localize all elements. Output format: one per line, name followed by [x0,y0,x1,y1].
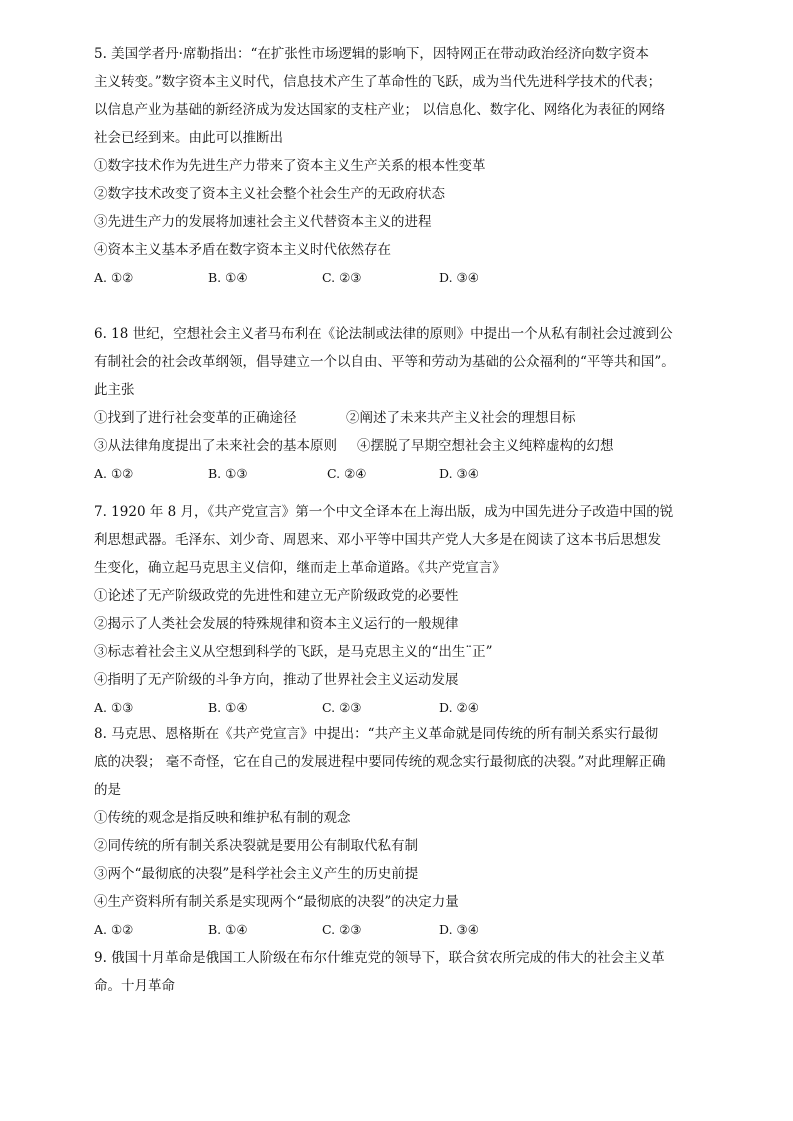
choice-d: D. ③④ [439,466,479,481]
statement-option-row [94,432,714,460]
question-stem-line: 命。十月革命 [94,978,175,994]
statement-option: ②阐述了未来共产主义社会的理想目标 [346,410,576,426]
question-stem-line: 生变化，确立起马克思主义信仰，继而走上革命道路。《共产党宣言》 [94,560,506,576]
question-stem-line: 有制社会的社会改革纲领，倡导建立一个以自由、平等和劳动为基础的公众福利的“平等共和国”。 [94,354,675,370]
answer-choices [94,264,714,292]
question-stem-line: 主义转变。”数字资本主义时代，信息技术产生了革命性的飞跃，成为当代先进科学技术的代表； [94,74,662,90]
statement-option: ③两个“最彻底的决裂”是科学社会主义产生的历史前提 [94,866,419,882]
choice-a: A. ①② [94,270,134,285]
question-stem-line: 利思想武器。毛泽东、刘少奇、周恩来、邓小平等中国共产党人大多是在阅读了这本书后思想发 [94,532,661,548]
question-stem-line: 此主张 [94,382,135,398]
statement-option: ③先进生产力的发展将加速社会主义代替资本主义的进程 [94,214,432,230]
question-7 [94,498,714,722]
question-6 [94,320,714,488]
choice-c: C. ②③ [322,270,362,285]
answer-choices [94,694,714,722]
answer-choices [94,460,714,488]
statement-option-row [94,404,714,432]
question-stem-line: 7. 1920 年 8 月，《共产党宣言》第一个中文全译本在上海出版，成为中国先进分子改造中国的锐 [94,504,674,520]
question-stem-line: 社会已经到来。由此可以推断出 [94,130,283,146]
choice-d: D. ②④ [439,700,479,715]
question-stem-line: 以信息产业为基础的新经济成为发达国家的支柱产业； 以信息化、数字化、网络化为表征的网络 [94,102,666,118]
statement-option: ①数字技术作为先进生产力带来了资本主义生产关系的根本性变革 [94,158,486,174]
statement-option: ①找到了进行社会变革的正确途径 [94,410,297,426]
answer-choices [94,916,714,944]
choice-a: A. ①③ [94,700,134,715]
statement-option: ④生产资料所有制关系是实现两个“最彻底的决裂”的决定力量 [94,894,459,910]
question-5 [94,40,714,292]
statement-option: ④摆脱了早期空想社会主义纯粹虚构的幻想 [357,438,614,454]
statement-option: ④资本主义基本矛盾在数字资本主义时代依然存在 [94,242,391,258]
choice-a: A. ①② [94,922,134,937]
question-8 [94,720,714,944]
choice-b: B. ①④ [208,922,248,937]
statement-option: ④指明了无产阶级的斗争方向，推动了世界社会主义运动发展 [94,672,459,688]
choice-d: D. ③④ [439,270,479,285]
statement-option: ③从法律角度提出了未来社会的基本原则 [94,438,337,454]
question-stem-line: 9. 俄国十月革命是俄国工人阶级在布尔什维克党的领导下，联合贫农所完成的伟大的社会主义革 [94,950,665,966]
choice-c: C. ②③ [322,922,362,937]
statement-option: ①传统的观念是指反映和维护私有制的观念 [94,810,351,826]
question-stem-line: 底的决裂； 毫不奇怪，它在自己的发展进程中要同传统的观念实行最彻底的决裂。”对此理解正确 [94,754,666,770]
question-stem-line: 5. 美国学者丹·席勒指出：“在扩张性市场逻辑的影响下，因特网正在带动政治经济向数字资本 [94,46,649,62]
choice-b: B. ①③ [208,466,248,481]
choice-c: C. ②③ [322,700,362,715]
statement-option: ③标志着社会主义从空想到科学的飞跃，是马克思主义的“出生¨正” [94,644,493,660]
choice-b: B. ①④ [208,700,248,715]
statement-option: ②数字技术改变了资本主义社会整个社会生产的无政府状态 [94,186,445,202]
statement-option: ②揭示了人类社会发展的特殊规律和资本主义运行的一般规律 [94,616,459,632]
question-9 [94,944,714,1000]
choice-a: A. ①② [94,466,134,481]
choice-c: C. ②④ [327,466,367,481]
question-stem-line: 的是 [94,782,121,798]
statement-option: ①论述了无产阶级政党的先进性和建立无产阶级政党的必要性 [94,588,459,604]
question-stem-line: 6. 18 世纪，空想社会主义者马布利在《论法制或法律的原则》中提出一个从私有制社会过渡到公 [94,326,673,342]
choice-b: B. ①④ [208,270,248,285]
question-stem-line: 8. 马克思、恩格斯在《共产党宣言》中提出：“共产主义革命就是同传统的所有制关系实行最彻 [94,726,659,742]
choice-d: D. ③④ [439,922,479,937]
statement-option: ②同传统的所有制关系决裂就是要用公有制取代私有制 [94,838,418,854]
